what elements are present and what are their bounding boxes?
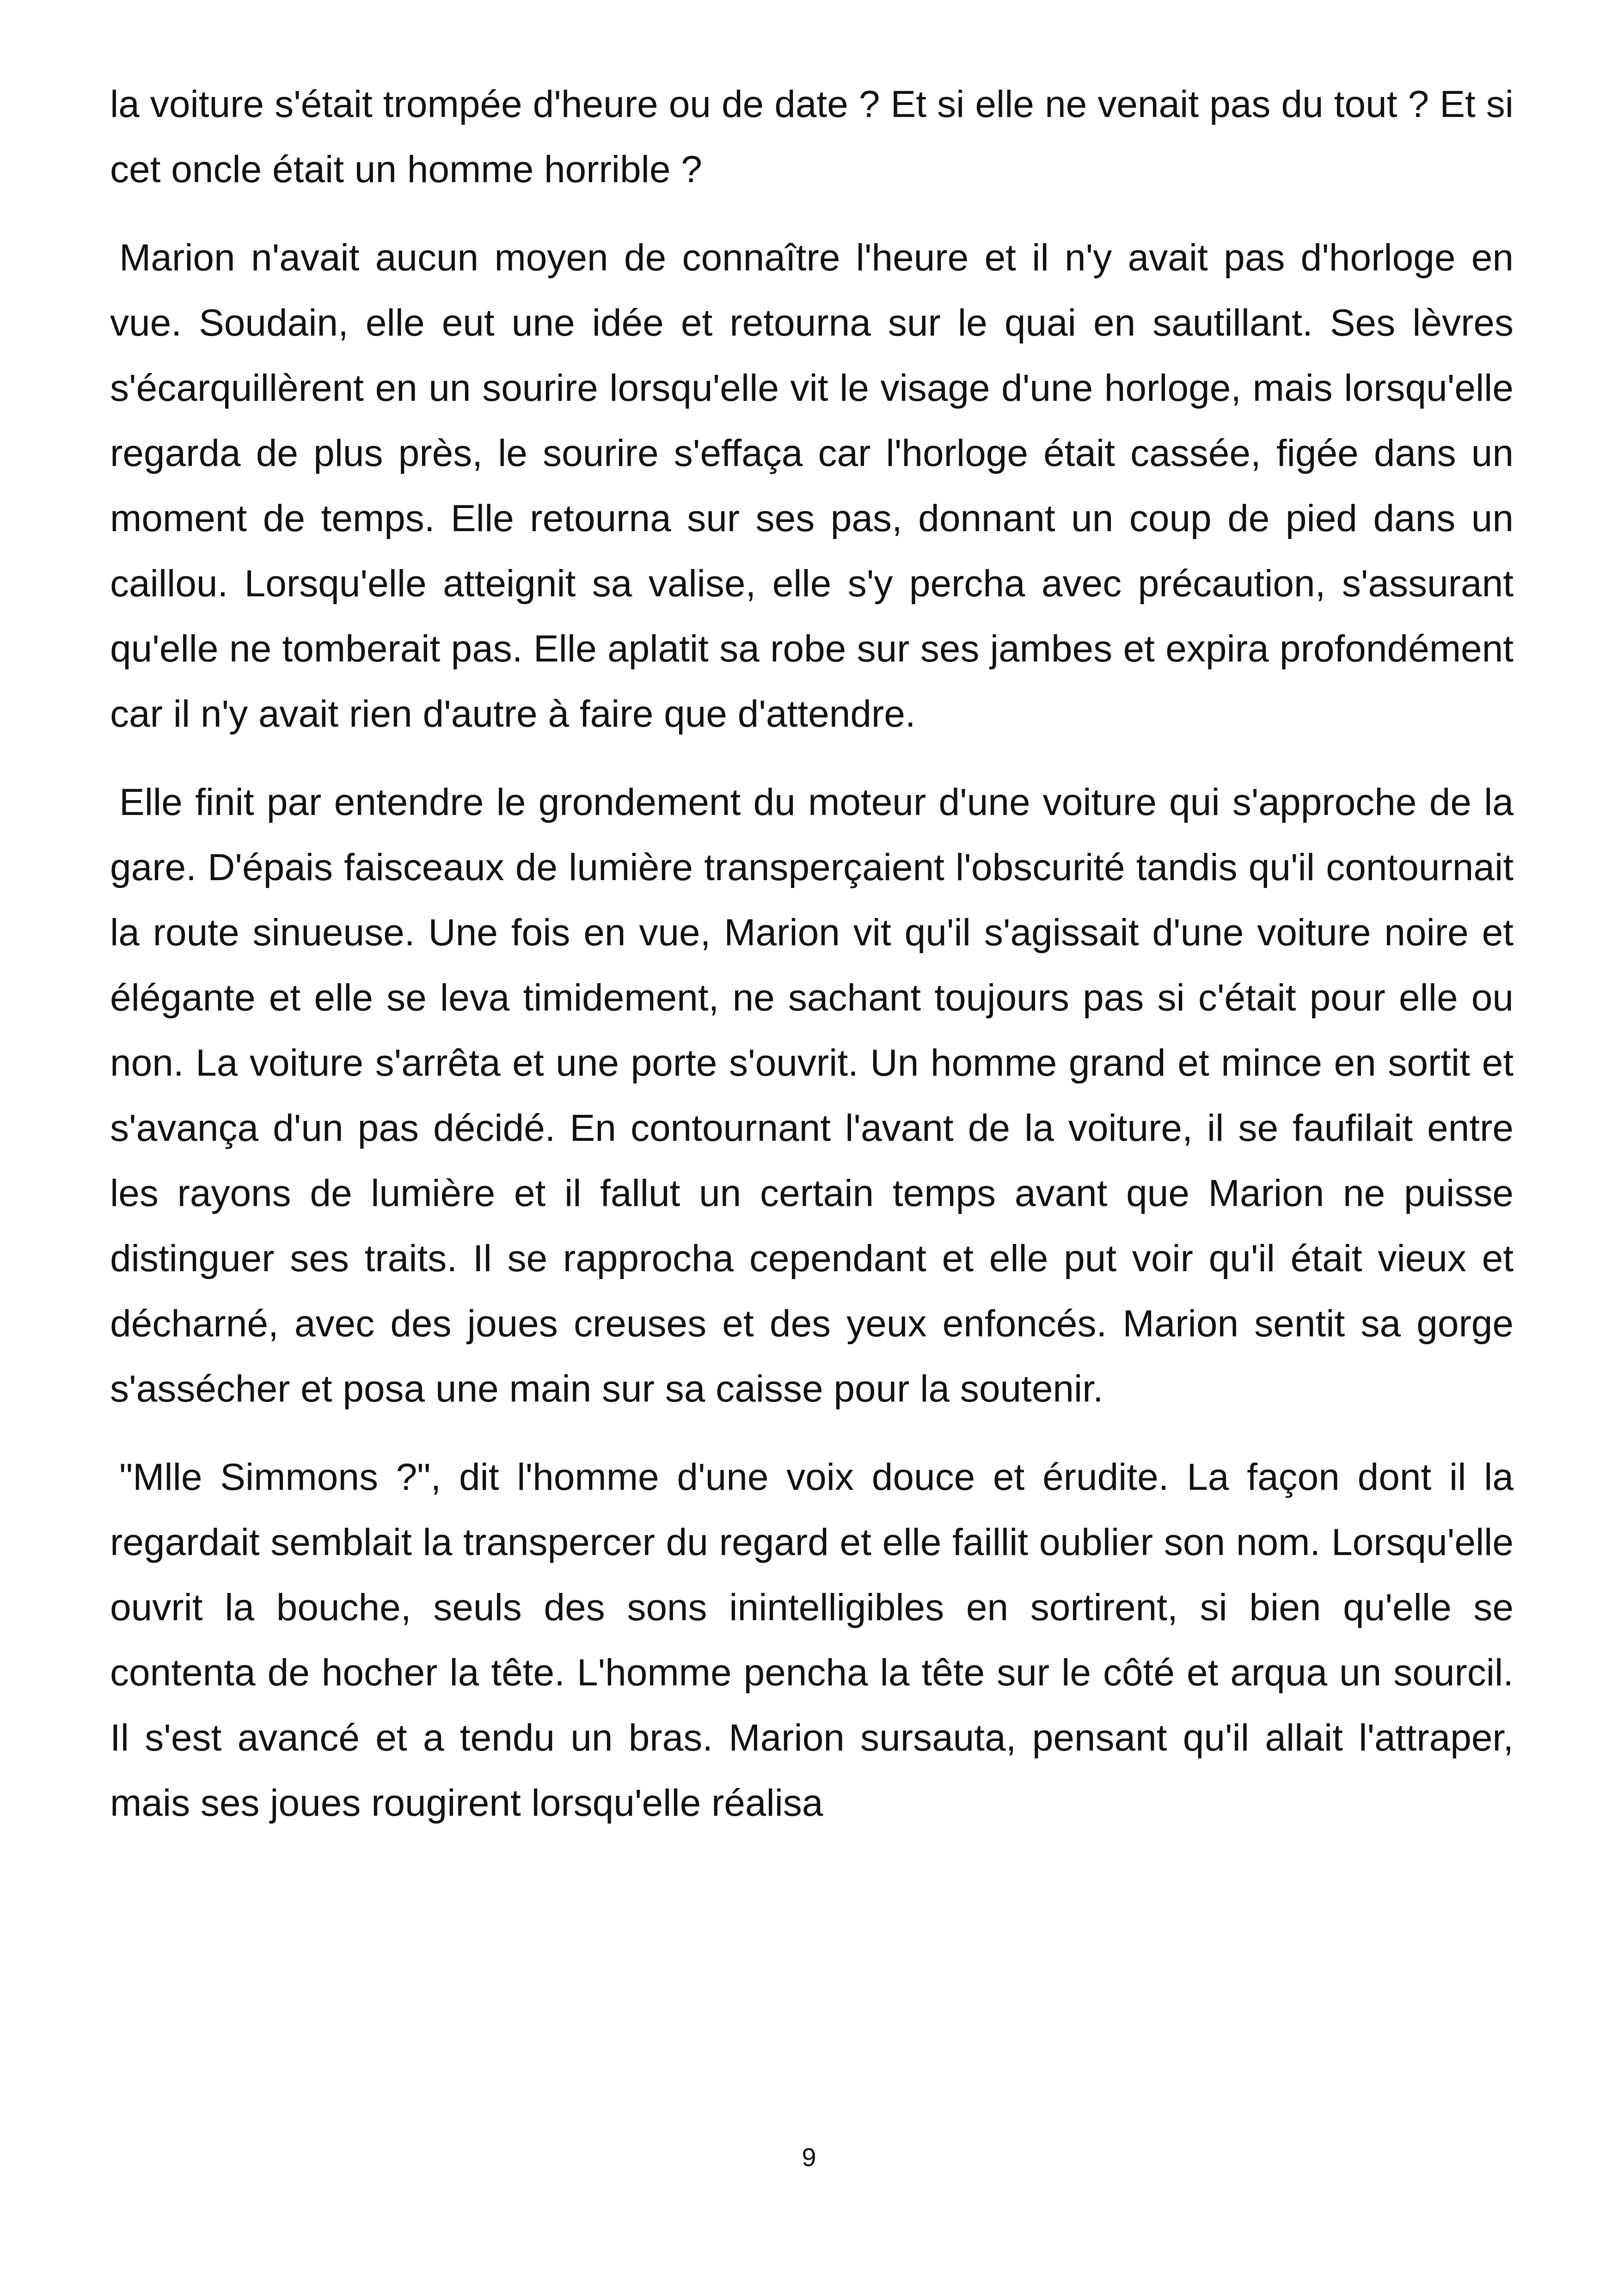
paragraph-2: Marion n'avait aucun moyen de connaître l'heure et il n'y avait pas d'horloge en vue. Soudain, elle eut une idée et retourna sur le quai en sautillant. Ses lèvres s'écarquillèrent en un sourire lorsqu'elle vit le visage d'une horloge, mais lorsqu'elle regarda de plus près, le sourire s'effaça car l'horloge était cassée, figée dans un moment de temps. Elle retourna sur ses pas, donnant un coup de pied dans un caillou. Lorsqu'elle atteignit sa valise, elle s'y percha avec précaution, s'assurant qu'elle ne tomberait pas. Elle aplatit sa robe sur ses jambes et expira profondément car il n'y avait rien d'autre à faire que d'attendre. bbox=[110, 237, 1514, 735]
paragraph-1: la voiture s'était trompée d'heure ou de date ? Et si elle ne venait pas du tout ? Et si cet oncle était un homme horrible ? bbox=[110, 83, 1514, 190]
paragraph-4: "Mlle Simmons ?", dit l'homme d'une voix douce et érudite. La façon dont il la regardait semblait la transpercer du regard et elle faillit oublier son nom. Lorsqu'elle ouvrit la bouche, seuls des sons inintelligibles en sortirent, si bien qu'elle se contenta de hocher la tête. L'homme pencha la tête sur le côté et arqua un sourcil. Il s'est avancé et a tendu un bras. Marion sursauta, pensant qu'il allait l'attraper, mais ses joues rougirent lorsqu'elle réalisa bbox=[110, 1456, 1514, 1824]
body-text bbox=[110, 72, 1514, 1859]
paragraph-3: Elle finit par entendre le grondement du moteur d'une voiture qui s'approche de la gare. D'épais faisceaux de lumière transperçaient l'obscurité tandis qu'il contournait la route sinueuse. Une fois en vue, Marion vit qu'il s'agissait d'une voiture noire et élégante et elle se leva timidement, ne sachant toujours pas si c'était pour elle ou non. La voiture s'arrêta et une porte s'ouvrit. Un homme grand et mince en sortit et s'avança d'un pas décidé. En contournant l'avant de la voiture, il se faufilait entre les rayons de lumière et il fallut un certain temps avant que Marion ne puisse distinguer ses traits. Il se rapprocha cependant et elle put voir qu'il était vieux et décharné, avec des joues creuses et des yeux enfoncés. Marion sentit sa gorge s'assécher et posa une main sur sa caisse pour la soutenir. bbox=[110, 781, 1514, 1410]
page-number: 9 bbox=[802, 2143, 816, 2172]
